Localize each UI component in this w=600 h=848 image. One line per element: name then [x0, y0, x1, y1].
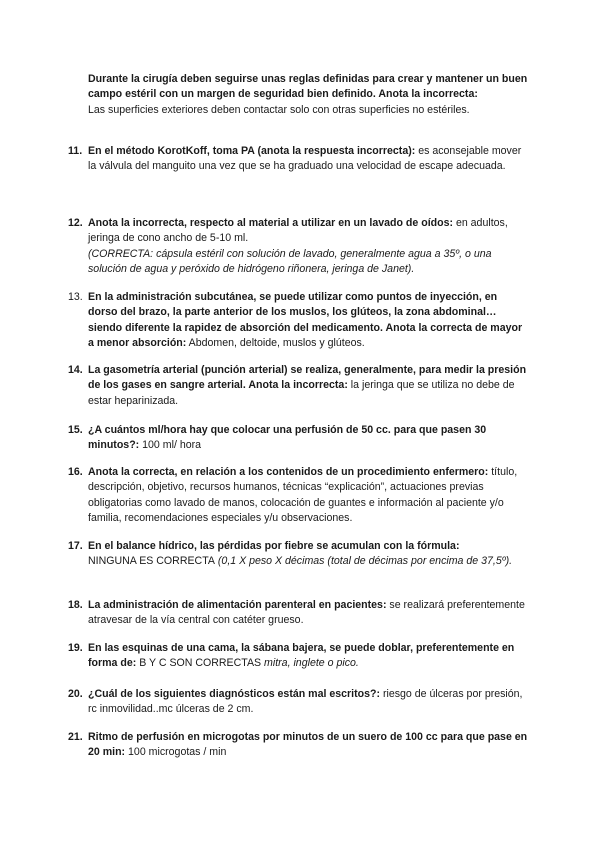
question-stem: ¿Cuál de los siguientes diagnósticos están mal escritos?: [88, 688, 380, 700]
question-number: 19. [68, 642, 83, 654]
question-note: mitra, inglete o pico. [261, 657, 359, 670]
question-11 [68, 144, 528, 175]
question-answer: título, descripción, objetivo, recursos humanos, técnicas “explicación”, actuaciones previas obligatorias como lavado de manos, colocación de guantes e información al paciente y/o familia, recomendaciones especiales y/u observaciones. [88, 466, 518, 525]
question-answer: se realizará preferentemente atravesar de la vía central con catéter grueso. [88, 599, 525, 627]
question-answer: Abdomen, deltoide, muslos y glúteos. [186, 337, 365, 350]
question-number: 12. [68, 217, 83, 229]
question-stem: Durante la cirugía deben seguirse unas reglas definidas para crear y mantener un buen campo estéril con un margen de seguridad bien definido. Anota la incorrecta: [88, 73, 528, 101]
question-number: 13. [68, 291, 83, 303]
question-number: 20. [68, 688, 83, 700]
question-stem: ¿A cuántos ml/hora hay que colocar una perfusión de 50 cc. para que pasen 30 minutos?: [88, 424, 487, 452]
question-stem: En el método KorotKoff, toma PA (anota la respuesta incorrecta): [88, 145, 416, 157]
question-18 [68, 598, 528, 629]
question-answer: es aconsejable mover la válvula del manguito una vez que se ha graduado una velocidad de escape adecuada. [88, 145, 522, 173]
question-note: (CORRECTA: cápsula estéril con solución de lavado, generalmente agua a 35º, o una solución de agua y peróxido de hidrógeno riñonera, jeringa de Janet). [88, 247, 492, 276]
question-answer: en adultos, jeringa de cono ancho de 5-10 ml. [88, 217, 508, 245]
question-note: (0,1 X peso X décimas (total de décimas por encima de 37,5º). [214, 555, 513, 568]
question-stem: Anota la correcta, en relación a los contenidos de un procedimiento enfermero: [88, 466, 489, 478]
question-stem: En las esquinas de una cama, la sábana bajera, se puede doblar, preferentemente en forma de: [88, 642, 515, 670]
question-14 [68, 363, 528, 409]
question-answer: B Y C SON CORRECTAS [136, 657, 262, 670]
question-answer: Las superficies exteriores deben contactar solo con otras superficies no estériles. [88, 103, 470, 116]
question-answer: 100 ml/ hora [139, 439, 202, 452]
question-12 [68, 216, 528, 278]
question-answer: la jeringa que se utiliza no debe de estar heparinizada. [88, 379, 515, 407]
question-stem: Anota la incorrecta, respecto al material a utilizar en un lavado de oídos: [88, 217, 453, 229]
question-answer: riesgo de úlceras por presión, rc inmovilidad..mc úlceras de 2 cm. [88, 688, 523, 716]
question-number: 18. [68, 599, 83, 611]
question-13 [68, 290, 528, 352]
question-answer: NINGUNA ES CORRECTA [88, 555, 215, 568]
question-15 [68, 423, 528, 454]
question-stem: En el balance hídrico, las pérdidas por fiebre se acumulan con la fórmula: [88, 540, 460, 552]
question-number: 17. [68, 540, 83, 552]
question-number: 14. [68, 364, 83, 376]
intro-question [88, 72, 528, 118]
question-20 [68, 687, 528, 718]
question-number: 21. [68, 731, 83, 743]
question-stem: Ritmo de perfusión en microgotas por minutos de un suero de 100 cc para que pase en 20 min: [88, 731, 528, 759]
question-stem: La gasometría arterial (punción arterial) se realiza, generalmente, para medir la presión de los gases en sangre arterial. Anota la incorrecta: [88, 364, 527, 392]
question-number: 16. [68, 466, 83, 478]
question-16 [68, 465, 528, 527]
question-21 [68, 730, 528, 761]
question-stem: En la administración subcutánea, se puede utilizar como puntos de inyección, en dorso del brazo, la parte anterior de los muslos, los glúteos, la zona abdominal… siendo diferente la rapidez de absorción del medicamento. Anota la correcta de mayor a menor absorción: [88, 291, 523, 350]
question-stem: La administración de alimentación parenteral en pacientes: [88, 599, 387, 611]
question-19 [68, 641, 528, 672]
question-number: 15. [68, 424, 83, 436]
question-answer: 100 microgotas / min [125, 746, 227, 759]
question-17 [68, 539, 528, 570]
question-number: 11. [68, 145, 83, 157]
